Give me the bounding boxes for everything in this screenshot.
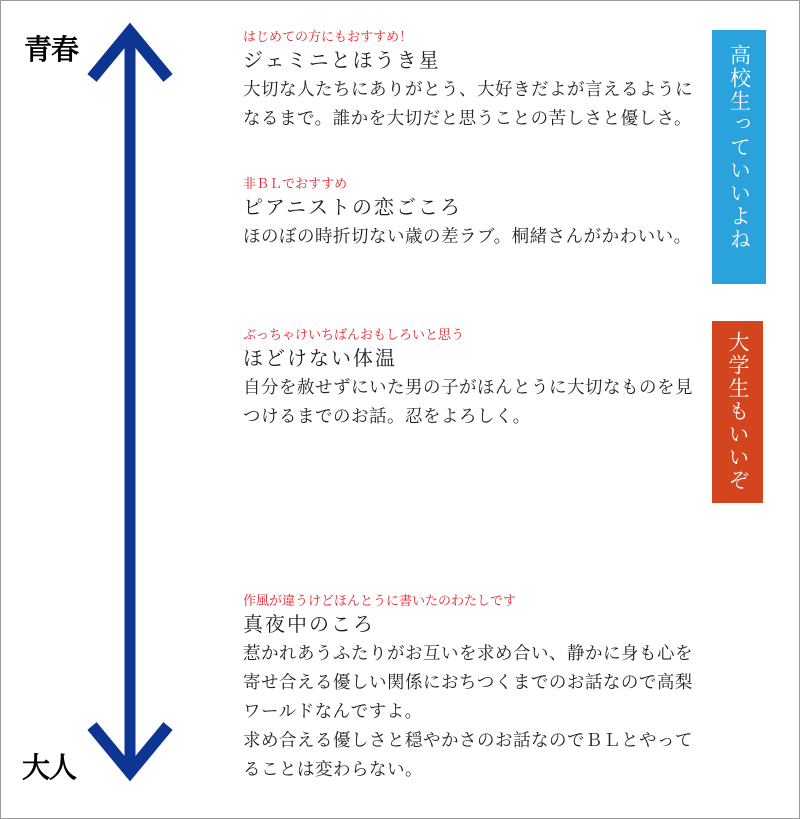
entry-mayonaka <box>243 594 698 785</box>
axis-label-youth: 青春 <box>24 33 79 66</box>
description-paragraph: 大切な人たちにありがとう、大好きだよが言えるようになるまで。誰かを大切だと思うことの苦しさと優しさ。 <box>243 80 693 129</box>
axis-label-adult: 大人 <box>22 751 77 784</box>
entry-title: ジェミニとほうき星 <box>243 48 441 72</box>
high-school-label: 高校生っていいよね <box>712 30 766 284</box>
description-paragraph: ほのぼの時折切ない歳の差ラブ。桐緒さんがかわいい。 <box>243 227 692 247</box>
entry-gemini <box>243 30 698 134</box>
entry-description <box>243 640 698 785</box>
entry-description <box>243 76 698 134</box>
entry-tagline: ぶっちゃけいちばんおもしろいと思う <box>243 328 465 343</box>
entry-tagline: 作風が違うけどほんとうに書いたのわたしです <box>243 594 517 609</box>
entry-title: ほどけない体温 <box>243 346 397 370</box>
entry-tagline: はじめての方にもおすすめ！ <box>243 30 413 45</box>
entry-description <box>243 374 698 432</box>
description-paragraph: 自分を赦せずにいた男の子がほんとうに大切なものを見つけるまでのお話。忍をよろしく。 <box>243 378 693 427</box>
description-paragraph: 求め合える優しさと穏やかさのお話なのでＢＬとやってることは変わらない。 <box>243 731 693 780</box>
entry-tagline: 非ＢＬでおすすめ <box>243 177 348 192</box>
entry-title: ピアニストの恋ごころ <box>243 195 462 219</box>
entry-pianist <box>243 177 698 252</box>
entry-title: 真夜中のころ <box>243 612 375 636</box>
entry-description <box>243 223 698 252</box>
description-paragraph: 惹かれあうふたりがお互いを求め合い、静かに身も心を寄せ合える優しい関係におちつくまでのお話なので高梨ワールドなんですよ。 <box>243 644 693 722</box>
entry-hodokenai <box>243 328 698 432</box>
vertical-double-arrow <box>80 18 180 788</box>
university-label: 大学生もいいぞ <box>712 321 763 503</box>
